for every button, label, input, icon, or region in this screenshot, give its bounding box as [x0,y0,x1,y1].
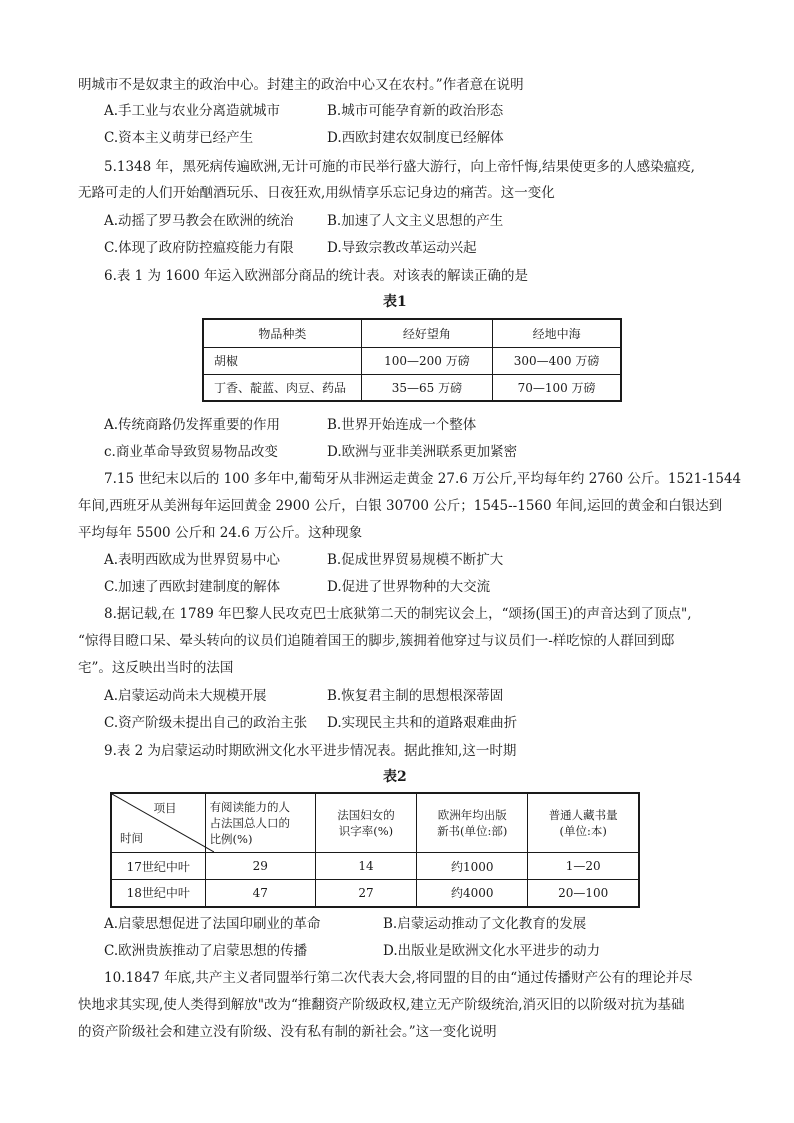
q6-stem: 6.表 1 为 1600 年运入欧洲部分商品的统计表。对该表的解读正确的是 [104,268,528,284]
q7-stem-line1: 7.15 世纪末以后的 100 多年中,葡萄牙从非洲运走黄金 27.6 万公斤,平均每年约 2760 公斤。1521-1544 [104,471,742,487]
table1-cell: 300—400 万磅 [493,347,621,374]
q4-option-d: D.西欧封建农奴制度已经解体 [327,130,504,146]
q6-option-d: D.欧洲与亚非美洲联系更加紧密 [327,444,518,460]
q5-option-c: C.体现了政府防控瘟疫能力有限 [104,240,294,256]
table2-cell: 约4000 [417,880,528,907]
table1-header-cell: 经地中海 [493,319,621,347]
q9-option-d: D.出版业是欧洲文化水平进步的动力 [383,943,601,959]
table2-header-line: 占法国总人口的 [209,816,291,830]
table2-cell: 47 [205,880,315,907]
q7-option-b: B.促成世界贸易规模不断扩大 [327,552,504,568]
table2-header-cell [417,793,528,853]
table1-header-cell: 物品种类 [203,319,361,347]
q10-stem-line2: 快地求其实现,使人类得到解放"改为“推翻资产阶级政权,建立无产阶级统治,消灭旧的以阶级对抗为基础 [78,997,685,1013]
table2-header-line: 有阅读能力的人 [209,800,291,814]
q9-option-b: B.启蒙运动推动了文化教育的发展 [383,916,587,932]
table1-title: 表1 [383,294,407,310]
q9-stem: 9.表 2 为启蒙运动时期欧洲文化水平进步情况表。据此推知,这一时期 [104,743,517,759]
q8-option-a: A.启蒙运动尚未大规模开展 [104,688,267,704]
q7-option-d: D.促进了世界物种的大交流 [327,579,491,595]
table1-cell: 丁香、靛蓝、肉豆、药品 [203,374,361,401]
table2-cell: 14 [315,853,416,880]
table2-header-line: 新书(单位:部) [437,824,508,838]
q7-option-c: C.加速了西欧封建制度的解体 [104,579,281,595]
q8-stem-line2: “惊得目瞪口呆、晕头转向的议员们追随着国王的脚步,簇拥着他穿过与议员们一-样吃惊的人群回到邸 [78,633,675,649]
q6-option-b: B.世界开始连成一个整体 [327,417,477,433]
table2-header-line: 欧洲年均出版 [437,808,507,822]
q7-stem-line3: 平均每年 5500 公斤和 24.6 万公斤。这种现象 [78,525,363,541]
table2-cell: 27 [315,880,416,907]
table1-cell: 70—100 万磅 [493,374,621,401]
table2-cell: 18世纪中叶 [111,880,205,907]
table2-header-cell [205,793,315,853]
q8-stem-line3: 宅”。这反映出当时的法国 [78,660,234,676]
table2-corner-top: 项目 [153,801,177,815]
q4-option-c: C.资本主义萌芽已经产生 [104,130,254,146]
table1-header-cell: 经好望角 [361,319,492,347]
q4-stem-tail: 明城市不是奴隶主的政治中心。封建主的政治中心又在农村。”作者意在说明 [78,77,524,93]
table2-cell: 1—20 [528,853,639,880]
table2-header-line: 识字率(%) [338,824,394,838]
table2-header-cell [315,793,416,853]
table1-cell: 100—200 万磅 [361,347,492,374]
q5-option-a: A.动摇了罗马教会在欧洲的统治 [104,213,294,229]
table2-cell: 17世纪中叶 [111,853,205,880]
table1 [202,318,622,402]
table2-header-cell [528,793,639,853]
q8-option-c: C.资产阶级未提出自己的政治主张 [104,715,308,731]
q6-option-a: A.传统商路仍发挥重要的作用 [104,417,281,433]
q4-option-a: A.手工业与农业分离造就城市 [104,103,281,119]
table1-cell: 胡椒 [203,347,361,374]
table2-cell: 20—100 [528,880,639,907]
q8-option-d: D.实现民主共和的道路艰难曲折 [327,715,518,731]
table1-cell: 35—65 万磅 [361,374,492,401]
q5-option-b: B.加速了人文主义思想的产生 [327,213,504,229]
table2-cell: 29 [205,853,315,880]
q5-option-d: D.导致宗教改革运动兴起 [327,240,477,256]
q10-stem-line3: 的资产阶级社会和建立没有阶级、没有私有制的新社会。”这一变化说明 [78,1024,497,1040]
q8-option-b: B.恢复君主制的思想根深蒂固 [327,688,504,704]
table2-corner-bottom: 时间 [120,831,143,845]
q7-option-a: A.表明西欧成为世界贸易中心 [104,552,281,568]
q9-option-a: A.启蒙思想促进了法国印刷业的革命 [104,916,321,932]
q9-option-c: C.欧洲贵族推动了启蒙思想的传播 [104,943,308,959]
q8-stem-line1: 8.据记载,在 1789 年巴黎人民攻克巴士底狱第二天的制宪议会上，“颂扬(国王)的声音达到了顶点", [104,606,692,622]
q5-stem-line2: 无路可走的人们开始酗酒玩乐、日夜狂欢,用纵情享乐忘记身边的痛苦。这一变化 [78,185,555,201]
table2-cell: 约1000 [417,853,528,880]
q6-option-c: c.商业革命导致贸易物品改变 [104,444,278,460]
table2-header-line: 普通人藏书量 [548,808,618,822]
q10-stem-line1: 10.1847 年底,共产主义者同盟举行第二次代表大会,将同盟的目的由“通过传播财产公有的理论并尽 [104,970,693,986]
q4-option-b: B.城市可能孕育新的政治形态 [327,103,504,119]
table2-corner-cell [111,793,205,853]
table2-header-line: 比例(%) [209,832,253,846]
q5-stem-line1: 5.1348 年，黑死病传遍欧洲,无计可施的市民举行盛大游行，向上帝忏悔,结果使更多的人感染瘟疫, [104,159,695,175]
q7-stem-line2: 年间,西班牙从美洲每年运回黄金 2900 公斤，白银 30700 公斤；1545--1560 年间,运回的黄金和白银达到 [78,498,723,514]
table2-title: 表2 [383,769,407,785]
table2-header-line: (单位:本) [559,824,607,838]
table2-header-line: 法国妇女的 [337,808,395,822]
table2 [110,792,640,908]
